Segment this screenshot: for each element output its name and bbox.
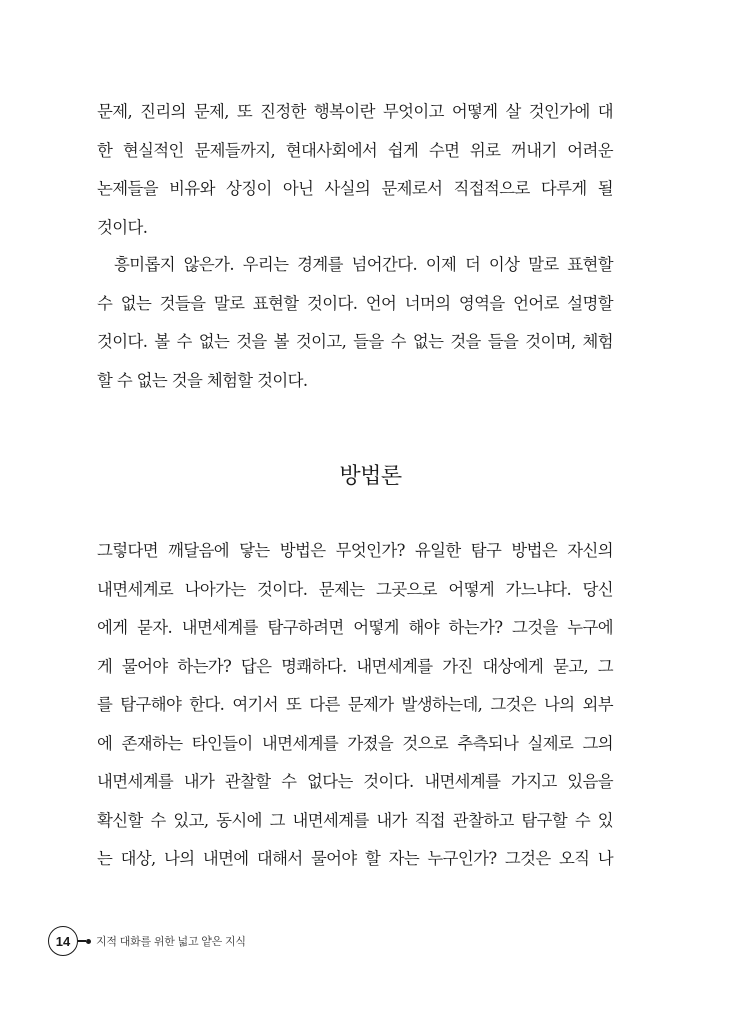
paragraph-interesting: [97, 246, 613, 400]
text-line: 문제, 진리의 문제, 또 진정한 행복이란 무엇이고 어떻게 살 것인가에 대: [97, 102, 613, 121]
footer-bullet-icon: [86, 939, 91, 944]
text-line: 게 물어야 하는가? 답은 명쾌하다. 내면세계를 가진 대상에게 묻고, 그: [97, 656, 613, 676]
text-line: 수 없는 것들을 말로 표현할 것이다. 언어 너머의 영역을 언어로 설명할: [97, 293, 613, 313]
text-line: 에 존재하는 타인들이 내면세계를 가졌을 것으로 추측되나 실제로 그의: [97, 733, 613, 753]
page-footer: [48, 924, 246, 958]
text-line: 확신할 수 있고, 동시에 그 내면세계를 내가 직접 관찰하고 탐구할 수 있: [97, 810, 613, 830]
paragraph-methodology: [97, 532, 613, 879]
text-line: 할 수 없는 것을 체험할 것이다.: [97, 370, 308, 390]
page-number: 14: [48, 926, 78, 956]
text-line: 것이다.: [97, 217, 148, 237]
text-line: 그렇다면 깨달음에 닿는 방법은 무엇인가? 유일한 탐구 방법은 자신의: [97, 541, 613, 560]
text-line: 한 현실적인 문제들까지, 현대사회에서 쉽게 수면 위로 꺼내기 어려운: [97, 140, 613, 160]
paragraph-continued: [97, 93, 613, 247]
text-line: 흥미롭지 않은가. 우리는 경계를 넘어간다. 이제 더 이상 말로 표현할: [114, 255, 613, 274]
footer-connector-line: [78, 940, 86, 942]
text-line: 에게 묻자. 내면세계를 탐구하려면 어떻게 해야 하는가? 그것을 누구에: [97, 618, 613, 637]
running-title: 지적 대화를 위한 넓고 얕은 지식: [96, 936, 246, 948]
text-line: 논제들을 비유와 상징이 아닌 사실의 문제로서 직접적으로 다루게 될: [97, 179, 613, 198]
text-line: 를 탐구해야 한다. 여기서 또 다른 문제가 발생하는데, 그것은 나의 외부: [97, 695, 613, 714]
text-line: 것이다. 볼 수 없는 것을 볼 것이고, 들을 수 없는 것을 들을 것이며, 체험: [97, 332, 613, 351]
text-line: 내면세계를 내가 관찰할 수 없다는 것이다. 내면세계를 가지고 있음을: [97, 772, 613, 791]
text-line: 는 대상, 나의 내면에 대해서 물어야 할 자는 누구인가? 그것은 오직 나: [97, 849, 613, 868]
text-line: 내면세계로 나아가는 것이다. 문제는 그곳으로 어떻게 가느냐다. 당신: [97, 579, 613, 599]
section-heading: 방법론: [339, 464, 402, 489]
